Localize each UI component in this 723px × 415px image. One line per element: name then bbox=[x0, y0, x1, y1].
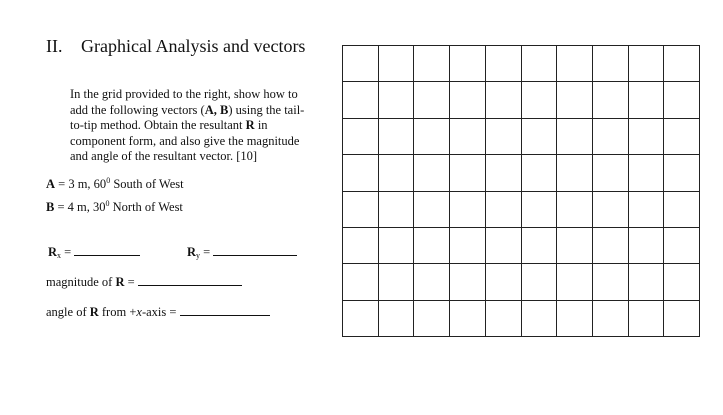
grid-cell[interactable] bbox=[450, 192, 486, 228]
grid-cell[interactable] bbox=[522, 155, 558, 191]
grid-cell[interactable] bbox=[522, 264, 558, 300]
grid-cell[interactable] bbox=[557, 301, 593, 337]
grid-cell[interactable] bbox=[414, 264, 450, 300]
grid-cell[interactable] bbox=[593, 155, 629, 191]
grid-cell[interactable] bbox=[486, 264, 522, 300]
grid-cell[interactable] bbox=[486, 46, 522, 82]
grid-cell[interactable] bbox=[629, 155, 665, 191]
grid-cell[interactable] bbox=[450, 82, 486, 118]
degree-mark: 0 bbox=[106, 176, 111, 185]
grid-cell[interactable] bbox=[629, 192, 665, 228]
grid-cell[interactable] bbox=[664, 46, 700, 82]
degree-mark: 0 bbox=[105, 199, 110, 208]
grid-cell[interactable] bbox=[664, 228, 700, 264]
grid-cell[interactable] bbox=[450, 46, 486, 82]
grid-cell[interactable] bbox=[343, 82, 379, 118]
grid-cell[interactable] bbox=[379, 192, 415, 228]
rx-answer: $R_x$ = bbox=[48, 245, 140, 260]
grid-cell[interactable] bbox=[343, 46, 379, 82]
grid-cell[interactable] bbox=[414, 155, 450, 191]
grid-cell[interactable] bbox=[629, 228, 665, 264]
instruction-line: and angle of the resultant vector. [10] bbox=[70, 149, 258, 164]
grid-cell[interactable] bbox=[664, 119, 700, 155]
grid-cell[interactable] bbox=[557, 228, 593, 264]
grid-cell[interactable] bbox=[414, 192, 450, 228]
grid-cell[interactable] bbox=[522, 119, 558, 155]
grid-cell[interactable] bbox=[557, 192, 593, 228]
vector-b-symbol: B bbox=[46, 200, 55, 214]
grid-cell[interactable] bbox=[593, 264, 629, 300]
instructions bbox=[70, 87, 320, 165]
grid-cell[interactable] bbox=[557, 46, 593, 82]
grid-cell[interactable] bbox=[379, 46, 415, 82]
vector-a-definition: A = 3 m, $60^0$ South of West bbox=[46, 176, 184, 191]
grid-cell[interactable] bbox=[379, 301, 415, 337]
grid-cell[interactable] bbox=[664, 192, 700, 228]
grid-cell[interactable] bbox=[593, 301, 629, 337]
section-number: II. bbox=[46, 36, 63, 56]
grid-cell[interactable] bbox=[522, 46, 558, 82]
grid-cell[interactable] bbox=[593, 192, 629, 228]
grid-cell[interactable] bbox=[593, 46, 629, 82]
rx-answer-blank[interactable] bbox=[74, 245, 140, 256]
grid-cell[interactable] bbox=[343, 155, 379, 191]
grid-cell[interactable] bbox=[379, 228, 415, 264]
grid-cell[interactable] bbox=[629, 119, 665, 155]
grid-cell[interactable] bbox=[593, 228, 629, 264]
grid-cell[interactable] bbox=[343, 264, 379, 300]
grid-cell[interactable] bbox=[664, 264, 700, 300]
grid-cell[interactable] bbox=[522, 301, 558, 337]
grid-cell[interactable] bbox=[414, 46, 450, 82]
angle-answer: angle of R from +x-axis = bbox=[46, 305, 270, 320]
grid-cell[interactable] bbox=[343, 228, 379, 264]
grid-cell[interactable] bbox=[486, 119, 522, 155]
grid-cell[interactable] bbox=[343, 119, 379, 155]
instruction-line: add the following vectors (A, B) using the tail- bbox=[70, 102, 305, 117]
angle-answer-blank[interactable] bbox=[180, 305, 270, 316]
grid-cell[interactable] bbox=[379, 155, 415, 191]
grid-cell[interactable] bbox=[557, 82, 593, 118]
grid-cell[interactable] bbox=[450, 228, 486, 264]
grid-cell[interactable] bbox=[450, 301, 486, 337]
ry-answer: $R_y$ = bbox=[187, 245, 297, 260]
grid-cell[interactable] bbox=[629, 264, 665, 300]
magnitude-answer: magnitude of R = bbox=[46, 275, 242, 290]
grid-cell[interactable] bbox=[629, 82, 665, 118]
grid-cell[interactable] bbox=[414, 119, 450, 155]
grid-cell[interactable] bbox=[486, 82, 522, 118]
grid-cell[interactable] bbox=[450, 264, 486, 300]
vector-a-symbol: A bbox=[46, 177, 56, 191]
grid-cell[interactable] bbox=[629, 46, 665, 82]
ry-answer-blank[interactable] bbox=[213, 245, 297, 256]
grid-cell[interactable] bbox=[343, 301, 379, 337]
grid-cell[interactable] bbox=[486, 301, 522, 337]
magnitude-answer-blank[interactable] bbox=[138, 275, 242, 286]
grid-cell[interactable] bbox=[522, 82, 558, 118]
grid-cell[interactable] bbox=[664, 82, 700, 118]
graph-grid[interactable] bbox=[342, 45, 700, 337]
grid-cell[interactable] bbox=[664, 301, 700, 337]
grid-cell[interactable] bbox=[593, 82, 629, 118]
instruction-line: to-tip method. Obtain the resultant R in bbox=[70, 118, 268, 133]
grid-cell[interactable] bbox=[450, 155, 486, 191]
grid-cell[interactable] bbox=[522, 192, 558, 228]
grid-cell[interactable] bbox=[557, 155, 593, 191]
grid-cell[interactable] bbox=[486, 228, 522, 264]
grid-cell[interactable] bbox=[557, 119, 593, 155]
section-heading bbox=[46, 36, 305, 57]
grid-cell[interactable] bbox=[629, 301, 665, 337]
grid-cell[interactable] bbox=[414, 228, 450, 264]
grid-cell[interactable] bbox=[379, 119, 415, 155]
grid-cell[interactable] bbox=[379, 82, 415, 118]
grid-cell[interactable] bbox=[664, 155, 700, 191]
grid-cell[interactable] bbox=[343, 192, 379, 228]
grid-cell[interactable] bbox=[593, 119, 629, 155]
grid-cell[interactable] bbox=[379, 264, 415, 300]
grid-cell[interactable] bbox=[522, 228, 558, 264]
section-title: Graphical Analysis and vectors bbox=[81, 36, 306, 56]
grid-cell[interactable] bbox=[414, 301, 450, 337]
instruction-line: component form, and also give the magnitude bbox=[70, 133, 300, 148]
grid-cell[interactable] bbox=[486, 192, 522, 228]
instruction-line: In the grid provided to the right, show how to bbox=[70, 87, 298, 101]
grid-cell[interactable] bbox=[486, 155, 522, 191]
vector-b-definition: B = 4 m, $30^0$ North of West bbox=[46, 199, 183, 214]
grid-cell[interactable] bbox=[557, 264, 593, 300]
grid-cell[interactable] bbox=[450, 119, 486, 155]
grid-cell[interactable] bbox=[414, 82, 450, 118]
